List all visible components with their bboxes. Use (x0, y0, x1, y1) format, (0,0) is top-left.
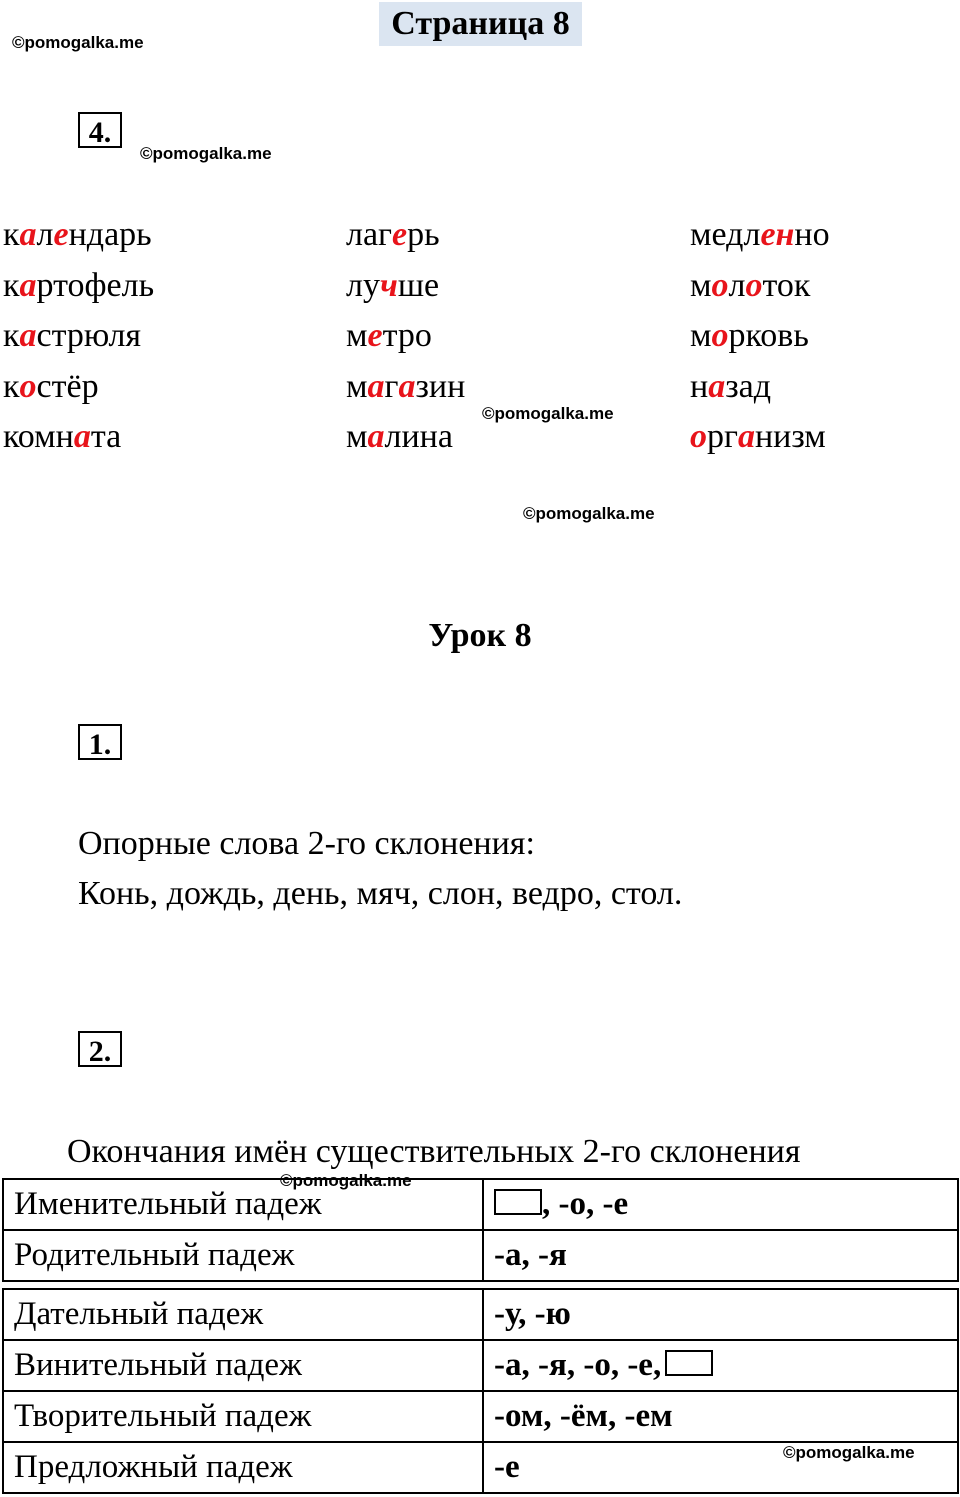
task-2-number: 2. (78, 1031, 122, 1067)
case-name: Предложный падеж (3, 1442, 483, 1493)
highlighted-letter: е (367, 317, 383, 354)
task-1-line-1: Опорные слова 2-го склонения: (78, 825, 535, 862)
cases-table-top (2, 1178, 959, 1282)
word-part: к (3, 317, 20, 354)
word-part: стёр (36, 367, 99, 405)
zero-ending-box (494, 1189, 542, 1215)
word (3, 412, 154, 463)
word (690, 311, 830, 362)
watermark: ©pomogalka.me (783, 1443, 915, 1462)
case-name: Винительный падеж (3, 1340, 483, 1391)
highlighted-letter: а (367, 418, 385, 455)
highlighted-letter: ен (760, 216, 795, 253)
word-part: стрюля (36, 317, 142, 354)
word-part: л (728, 266, 746, 304)
task-1-number: 1. (78, 724, 122, 760)
word (3, 261, 154, 312)
word-part: м (346, 317, 368, 354)
case-ending: , -о, -е (483, 1179, 958, 1230)
highlighted-letter: а (73, 418, 91, 455)
task-4-number: 4. (78, 112, 122, 148)
word-part: та (90, 418, 122, 455)
lesson-title: Урок 8 (428, 617, 532, 654)
task-1-line-2: Конь, дождь, день, мяч, слон, ведро, стол. (78, 875, 683, 912)
watermark: ©pomogalka.me (12, 33, 144, 52)
word-part: м (346, 367, 368, 405)
word (690, 412, 830, 463)
word (690, 362, 830, 413)
word-part: лина (384, 418, 453, 455)
word (346, 311, 465, 362)
word (3, 210, 154, 261)
highlighted-letter: а (19, 266, 37, 304)
word-part: к (3, 216, 20, 253)
highlighted-letter: а (398, 367, 416, 405)
case-ending: -а, -я (483, 1230, 958, 1281)
word-part: рг (707, 418, 738, 455)
word-part: тро (382, 317, 432, 354)
highlighted-letter: е (392, 216, 408, 253)
words-column-2 (346, 210, 465, 463)
table-row (3, 1289, 958, 1340)
word-part: к (3, 266, 20, 304)
word-part: ртофель (36, 266, 155, 304)
word-part: зад (725, 367, 772, 405)
word (346, 261, 465, 312)
watermark: ©pomogalka.me (482, 404, 614, 423)
highlighted-letter: о (745, 266, 763, 304)
highlighted-letter: о (690, 418, 707, 455)
word-part: зин (415, 367, 466, 405)
case-name: Дательный падеж (3, 1289, 483, 1340)
word (690, 261, 830, 312)
highlighted-letter: е (53, 216, 69, 253)
table-row (3, 1391, 958, 1442)
case-ending: -а, -я, -о, -е, (483, 1340, 958, 1391)
page-title: Страница 8 (379, 2, 582, 46)
case-ending: -е (483, 1442, 958, 1493)
words-column-1 (3, 210, 154, 463)
table-caption: Окончания имён существительных 2-го склонения (67, 1133, 801, 1170)
table-row (3, 1230, 958, 1281)
cases-table-bottom (2, 1288, 959, 1494)
word-part: м (690, 317, 712, 354)
highlighted-letter: а (737, 418, 755, 455)
watermark: ©pomogalka.me (523, 504, 655, 523)
watermark: ©pomogalka.me (280, 1171, 412, 1190)
highlighted-letter: а (19, 317, 37, 354)
word-part: рь (407, 216, 440, 253)
table-row (3, 1179, 958, 1230)
word-part: н (690, 367, 709, 405)
case-name: Родительный падеж (3, 1230, 483, 1281)
highlighted-letter: а (19, 216, 37, 253)
table-row (3, 1340, 958, 1391)
word (3, 362, 154, 413)
word-part: ток (762, 266, 811, 304)
word-part: лу (346, 266, 380, 304)
word-part: м (690, 266, 712, 304)
case-name: Именительный падеж (3, 1179, 483, 1230)
word (690, 210, 830, 261)
word-part: м (346, 418, 368, 455)
word-part: л (36, 216, 54, 253)
highlighted-letter: о (711, 317, 729, 354)
word-part: медл (690, 216, 761, 253)
word (3, 311, 154, 362)
highlighted-letter: а (708, 367, 726, 405)
case-name: Творительный падеж (3, 1391, 483, 1442)
word-part: лаг (346, 216, 393, 253)
case-ending: -ом, -ём, -ем (483, 1391, 958, 1442)
word-part: ше (397, 266, 440, 304)
watermark: ©pomogalka.me (140, 144, 272, 163)
word-part: к (3, 367, 20, 405)
words-column-3 (690, 210, 830, 463)
word-part: низм (754, 418, 826, 455)
highlighted-letter: о (711, 266, 729, 304)
word (346, 412, 465, 463)
word-part: ндарь (68, 216, 152, 253)
word-part: г (384, 367, 399, 405)
highlighted-letter: о (19, 367, 37, 405)
word-part: но (794, 216, 830, 253)
highlighted-letter: а (367, 367, 385, 405)
word (346, 362, 465, 413)
zero-ending-box (665, 1350, 713, 1376)
word (346, 210, 465, 261)
highlighted-letter: ч (379, 266, 398, 304)
case-ending: -у, -ю (483, 1289, 958, 1340)
word-part: рковь (728, 317, 809, 354)
word-part: комн (3, 418, 74, 455)
